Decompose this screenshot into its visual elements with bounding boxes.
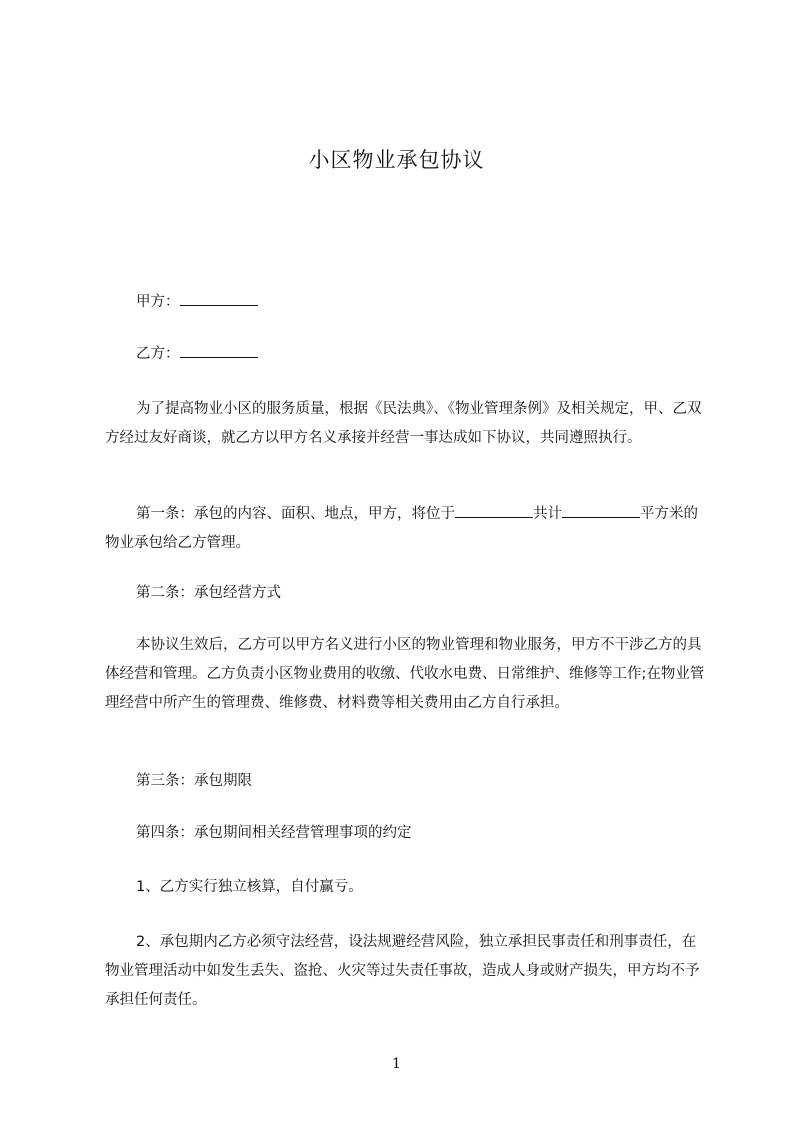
clause-1: 1、乙方实行独立核算，自付赢亏。 [136,879,363,895]
page-number: 1 [392,1056,401,1072]
article-1-paragraph [105,500,705,558]
article-1-text-c: 平方米的物业承包给乙方管理。 [105,506,698,551]
party-b-label: 乙方： [136,346,180,362]
party-a-label: 甲方： [136,294,180,310]
article-1-text-a: 第一条：承包的内容、面积、地点，甲方，将位于 [136,506,455,522]
party-a-blank[interactable] [180,291,258,306]
article-2-body: 本协议生效后，乙方可以甲方名义进行小区的物业管理和物业服务，甲方不干涉乙方的具体经营和管理。乙方负责小区物业费用的收缴、代收水电费、日常维护、维修等工作;在物业管理经营中所产生的管理费、维修费、材料费等相关费用由乙方自行承担。 [105,637,705,711]
party-b-line [105,340,705,369]
location-blank[interactable] [455,503,533,518]
party-b-blank[interactable] [180,343,258,358]
preamble-paragraph: 为了提高物业小区的服务质量，根据《民法典》、《物业管理条例》及相关规定，甲、乙双方经过友好商谈，就乙方以甲方名义承接并经营一事达成如下协议，共同遵照执行。 [105,401,702,446]
article-4-heading: 第四条：承包期间相关经营管理事项的约定 [136,825,412,841]
area-blank[interactable] [562,503,640,518]
article-2-heading: 第二条：承包经营方式 [136,585,281,601]
article-1-text-b: 共计 [533,506,562,522]
article-3-heading: 第三条：承包期限 [136,773,252,789]
document-title: 小区物业承包协议 [308,148,485,172]
party-a-line [105,288,705,317]
clause-2: 2、承包期内乙方必须守法经营，设法规避经营风险，独立承担民事责任和刑事责任，在物业管理活动中如发生丢失、盗抢、火灾等过失责任事故，造成人身或财产损失，甲方均不予承担任何责任。 [105,934,700,1008]
